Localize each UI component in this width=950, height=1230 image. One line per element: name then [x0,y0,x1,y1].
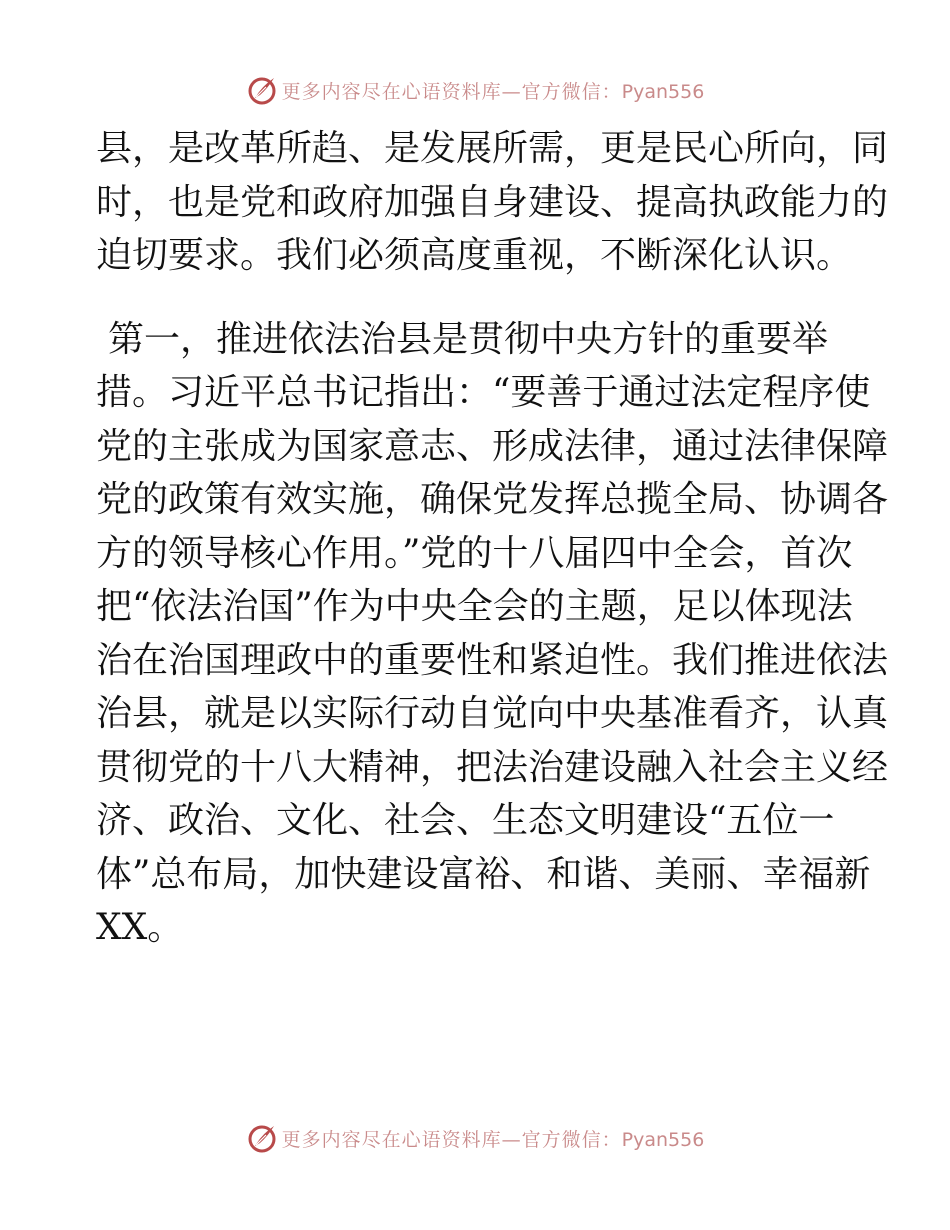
text-line: 把“依法治国”作为中央全会的主题，足以体现法 [96,586,853,627]
text-line: 党的主张成为国家意志、形成法律，通过法律保障 [96,425,889,467]
text-line: 措。习近平总书记指出：“要善于通过法定程序使 [96,372,871,413]
text-line: 时，也是党和政府加强自身建设、提高执政能力的 [96,181,889,223]
text-line: 治在治国理政中的重要性和紧迫性。我们推进依法 [96,639,889,681]
feather-logo-icon [246,74,278,106]
footer-banner-text: 更多内容尽在心语资料库—官方微信：Pyan556 [281,1128,705,1151]
footer-watermark-banner [0,1120,950,1156]
text-line: 迫切要求。我们必须高度重视，不断深化认识。 [96,235,853,276]
document-body [96,122,889,955]
paragraph-1 [96,122,889,283]
header-banner-text: 更多内容尽在心语资料库—官方微信：Pyan556 [281,80,705,103]
text-line: 体”总布局，加快建设富裕、和谐、美丽、幸福新 [96,853,871,895]
feather-logo-icon [246,1122,278,1154]
header-watermark-banner [0,72,950,108]
text-line: 县，是改革所趋、是发展所需，更是民心所向，同 [96,128,889,169]
paragraph-2 [96,313,889,955]
text-line: XX。 [96,907,184,948]
text-line: 贯彻党的十八大精神，把法治建设融入社会主义经 [96,746,889,788]
text-line: 治县，就是以实际行动自觉向中央基准看齐，认真 [96,693,889,734]
text-line: 济、政治、文化、社会、生态文明建设“五位一 [96,800,835,841]
text-line: 第一，推进依法治县是贯彻中央方针的重要举 [108,318,829,360]
text-line: 党的政策有效实施，确保党发挥总揽全局、协调各 [96,479,889,520]
text-line: 方的领导核心作用。”党的十八届四中全会，首次 [96,532,853,574]
